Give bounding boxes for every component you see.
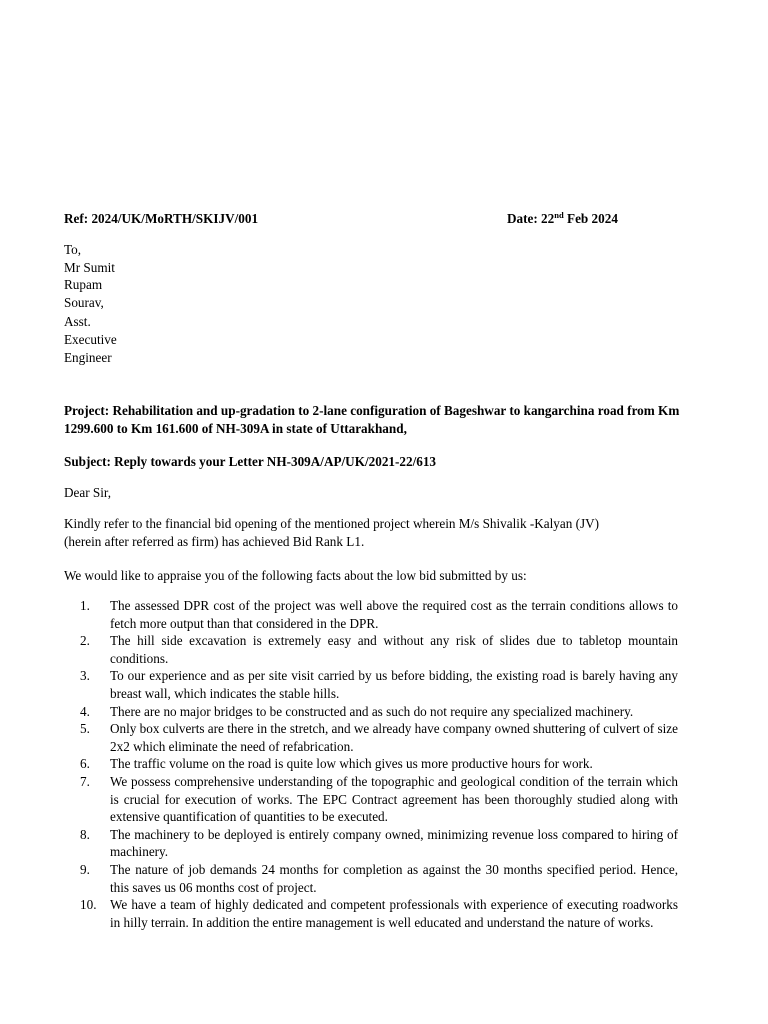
item-number: 9.: [80, 861, 90, 877]
intro-paragraph-line-1: Kindly refer to the financial bid opening of the mentioned project wherein M/s Shivalik -Kalyan (JV): [64, 516, 600, 531]
item-number: 4.: [80, 703, 90, 719]
recipient-line: Mr Sumit: [64, 259, 115, 275]
date-suffix: Feb 2024: [563, 211, 618, 226]
item-text: We possess comprehensive understanding of the topographic and geological condition of the terrain which is crucial for execution of works. The EPC Contract agreement has been thoroughly studied along with extensive quantification of quantities to be executed.: [110, 773, 678, 825]
recipient-line: Executive: [64, 331, 117, 347]
item-text: The hill side excavation is extremely easy and without any risk of slides due to tabletop mountain conditions.: [110, 633, 678, 666]
list-item: [64, 632, 678, 667]
item-text: The machinery to be deployed is entirely company owned, minimizing revenue loss compared to hiring of machinery.: [110, 826, 678, 860]
date-ordinal: nd: [554, 210, 564, 220]
item-text: We have a team of highly dedicated and competent professionals with experience of executing roadworks in hilly terrain. In addition the entire management is well educated and understand the nature of works.: [110, 897, 678, 930]
item-text: Only box culverts are there in the stretch, and we already have company owned shuttering of culvert of size 2x2 which eliminate the need of refabrication.: [110, 721, 678, 754]
list-item: [64, 720, 678, 755]
recipient-block: [64, 241, 117, 366]
salutation: Dear Sir,: [64, 485, 112, 500]
item-number: 6.: [80, 756, 90, 772]
item-number: 10.: [80, 897, 97, 913]
item-text: The traffic volume on the road is quite low which gives us more productive hours for work.: [110, 756, 593, 772]
list-item: [64, 773, 678, 826]
recipient-line: Rupam: [64, 277, 103, 293]
date-prefix: Date: 22: [507, 211, 555, 226]
project-title: Project: Rehabilitation and up-gradation to 2-lane configuration of Bageshwar to kangarchina road from Km 1299.600 to Km 161.600 of NH-309A in state of Uttarakhand,: [64, 403, 680, 436]
list-item: [64, 826, 678, 861]
facts-list: [64, 597, 678, 931]
item-number: 5.: [80, 721, 90, 737]
item-number: 2.: [80, 633, 90, 649]
intro-paragraph-line-2: (herein after referred as firm) has achieved Bid Rank L1.: [64, 534, 365, 549]
recipient-line: To,: [64, 242, 82, 257]
item-number: 1.: [80, 598, 90, 613]
item-text: To our experience and as per site visit carried by us before bidding, the existing road is barely having any breast wall, which indicates the stable hills.: [110, 668, 678, 701]
list-item: [64, 667, 678, 702]
recipient-line: Sourav,: [64, 294, 104, 310]
reference-number: Ref: 2024/UK/MoRTH/SKIJV/001: [64, 211, 259, 226]
list-item: [64, 755, 678, 773]
item-number: 7.: [80, 773, 90, 789]
item-number: 3.: [80, 668, 90, 684]
facts-intro: We would like to appraise you of the following facts about the low bid submitted by us:: [64, 568, 527, 583]
item-text: The assessed DPR cost of the project was well above the required cost as the terrain conditions allows to fetch more output than that considered in the DPR.: [110, 598, 678, 631]
recipient-line: Engineer: [64, 349, 112, 365]
list-item: [64, 597, 678, 632]
item-text: The nature of job demands 24 months for completion as against the 30 months specified period. Hence, this saves us 06 months cost of project.: [110, 861, 678, 895]
recipient-line: Asst.: [64, 314, 91, 330]
list-item: [64, 703, 678, 721]
list-item: [64, 896, 678, 931]
letter-date: [507, 210, 618, 228]
item-number: 8.: [80, 826, 90, 842]
list-item: [64, 861, 678, 896]
subject-line: Subject: Reply towards your Letter NH-309A/AP/UK/2021-22/613: [64, 454, 437, 469]
item-text: There are no major bridges to be constructed and as such do not require any specialized machinery.: [110, 703, 634, 719]
